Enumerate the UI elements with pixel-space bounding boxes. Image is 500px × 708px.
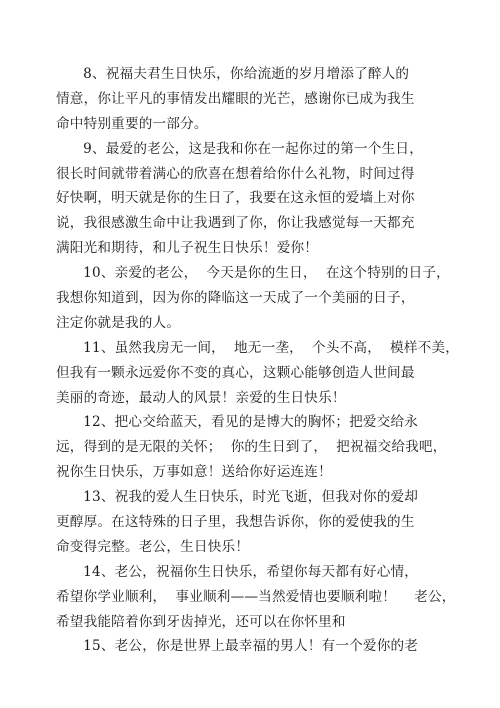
text-line: 命中特别重要的一部分。 bbox=[56, 115, 208, 132]
text-line: 情意，你让平凡的事情发出耀眼的光芒，感谢你已成为我生 bbox=[56, 90, 415, 107]
text-line: 9、最爱的老公，这是我和你在一起你过的第一个生日， bbox=[56, 140, 424, 157]
text-line: 希望你学业顺利， 事业顺利——当然爱情也要顺利啦！ 老公， bbox=[56, 588, 456, 605]
text-line: 11、虽然我房无一间， 地无一垄， 个头不高， 模样不美， bbox=[56, 339, 459, 356]
text-line: 说，我很感激生命中让我遇到了你，你让我感觉每一天都充 bbox=[56, 215, 415, 232]
text-line: 注定你就是我的人。 bbox=[56, 314, 181, 331]
text-line: 希望我能陪着你到牙齿掉光，还可以在你怀里和 bbox=[56, 613, 346, 630]
text-line: 我想你知道到，因为你的降临这一天成了一个美丽的日子， bbox=[56, 290, 415, 307]
text-line: 12、把心交给蓝天，看见的是博大的胸怀；把爱交给永 bbox=[56, 414, 419, 431]
text-line: 13、祝我的爱人生日快乐，时光飞逝，但我对你的爱却 bbox=[56, 489, 419, 506]
text-line: 10、亲爱的老公， 今天是你的生日， 在这个特别的日子， bbox=[56, 265, 450, 282]
text-line: 很长时间就带着满心的欣喜在想着给你什么礼物，时间过得 bbox=[56, 165, 415, 182]
document-body bbox=[56, 62, 459, 659]
text-line: 祝你生日快乐，万事如意！送给你好运连连！ bbox=[56, 464, 332, 481]
text-line: 8、祝福夫君生日快乐，你给流逝的岁月增添了醉人的 bbox=[56, 66, 410, 82]
text-line: 但我有一颗永远爱你不变的真心，这颗心能够创造人世间最 bbox=[56, 364, 415, 381]
text-line: 远，得到的是无限的关怀； 你的生日到了， 把祝福交给我吧， bbox=[56, 439, 447, 456]
text-line: 美丽的奇迹，最动人的风景！亲爱的生日快乐！ bbox=[56, 389, 346, 406]
text-line: 满阳光和期待，和儿子祝生日快乐！爱你！ bbox=[56, 240, 319, 257]
text-line: 好快啊，明天就是你的生日了，我要在这永恒的爱墙上对你 bbox=[56, 190, 415, 207]
text-line: 命变得完整。老公，生日快乐！ bbox=[56, 538, 250, 555]
text-line: 更醇厚。在这特殊的日子里，我想告诉你，你的爱使我的生 bbox=[56, 514, 415, 531]
text-line: 14、老公，祝福你生日快乐，希望你每天都有好心情， bbox=[56, 563, 419, 580]
text-line: 15、老公，你是世界上最幸福的男人！有一个爱你的老 bbox=[56, 638, 419, 655]
